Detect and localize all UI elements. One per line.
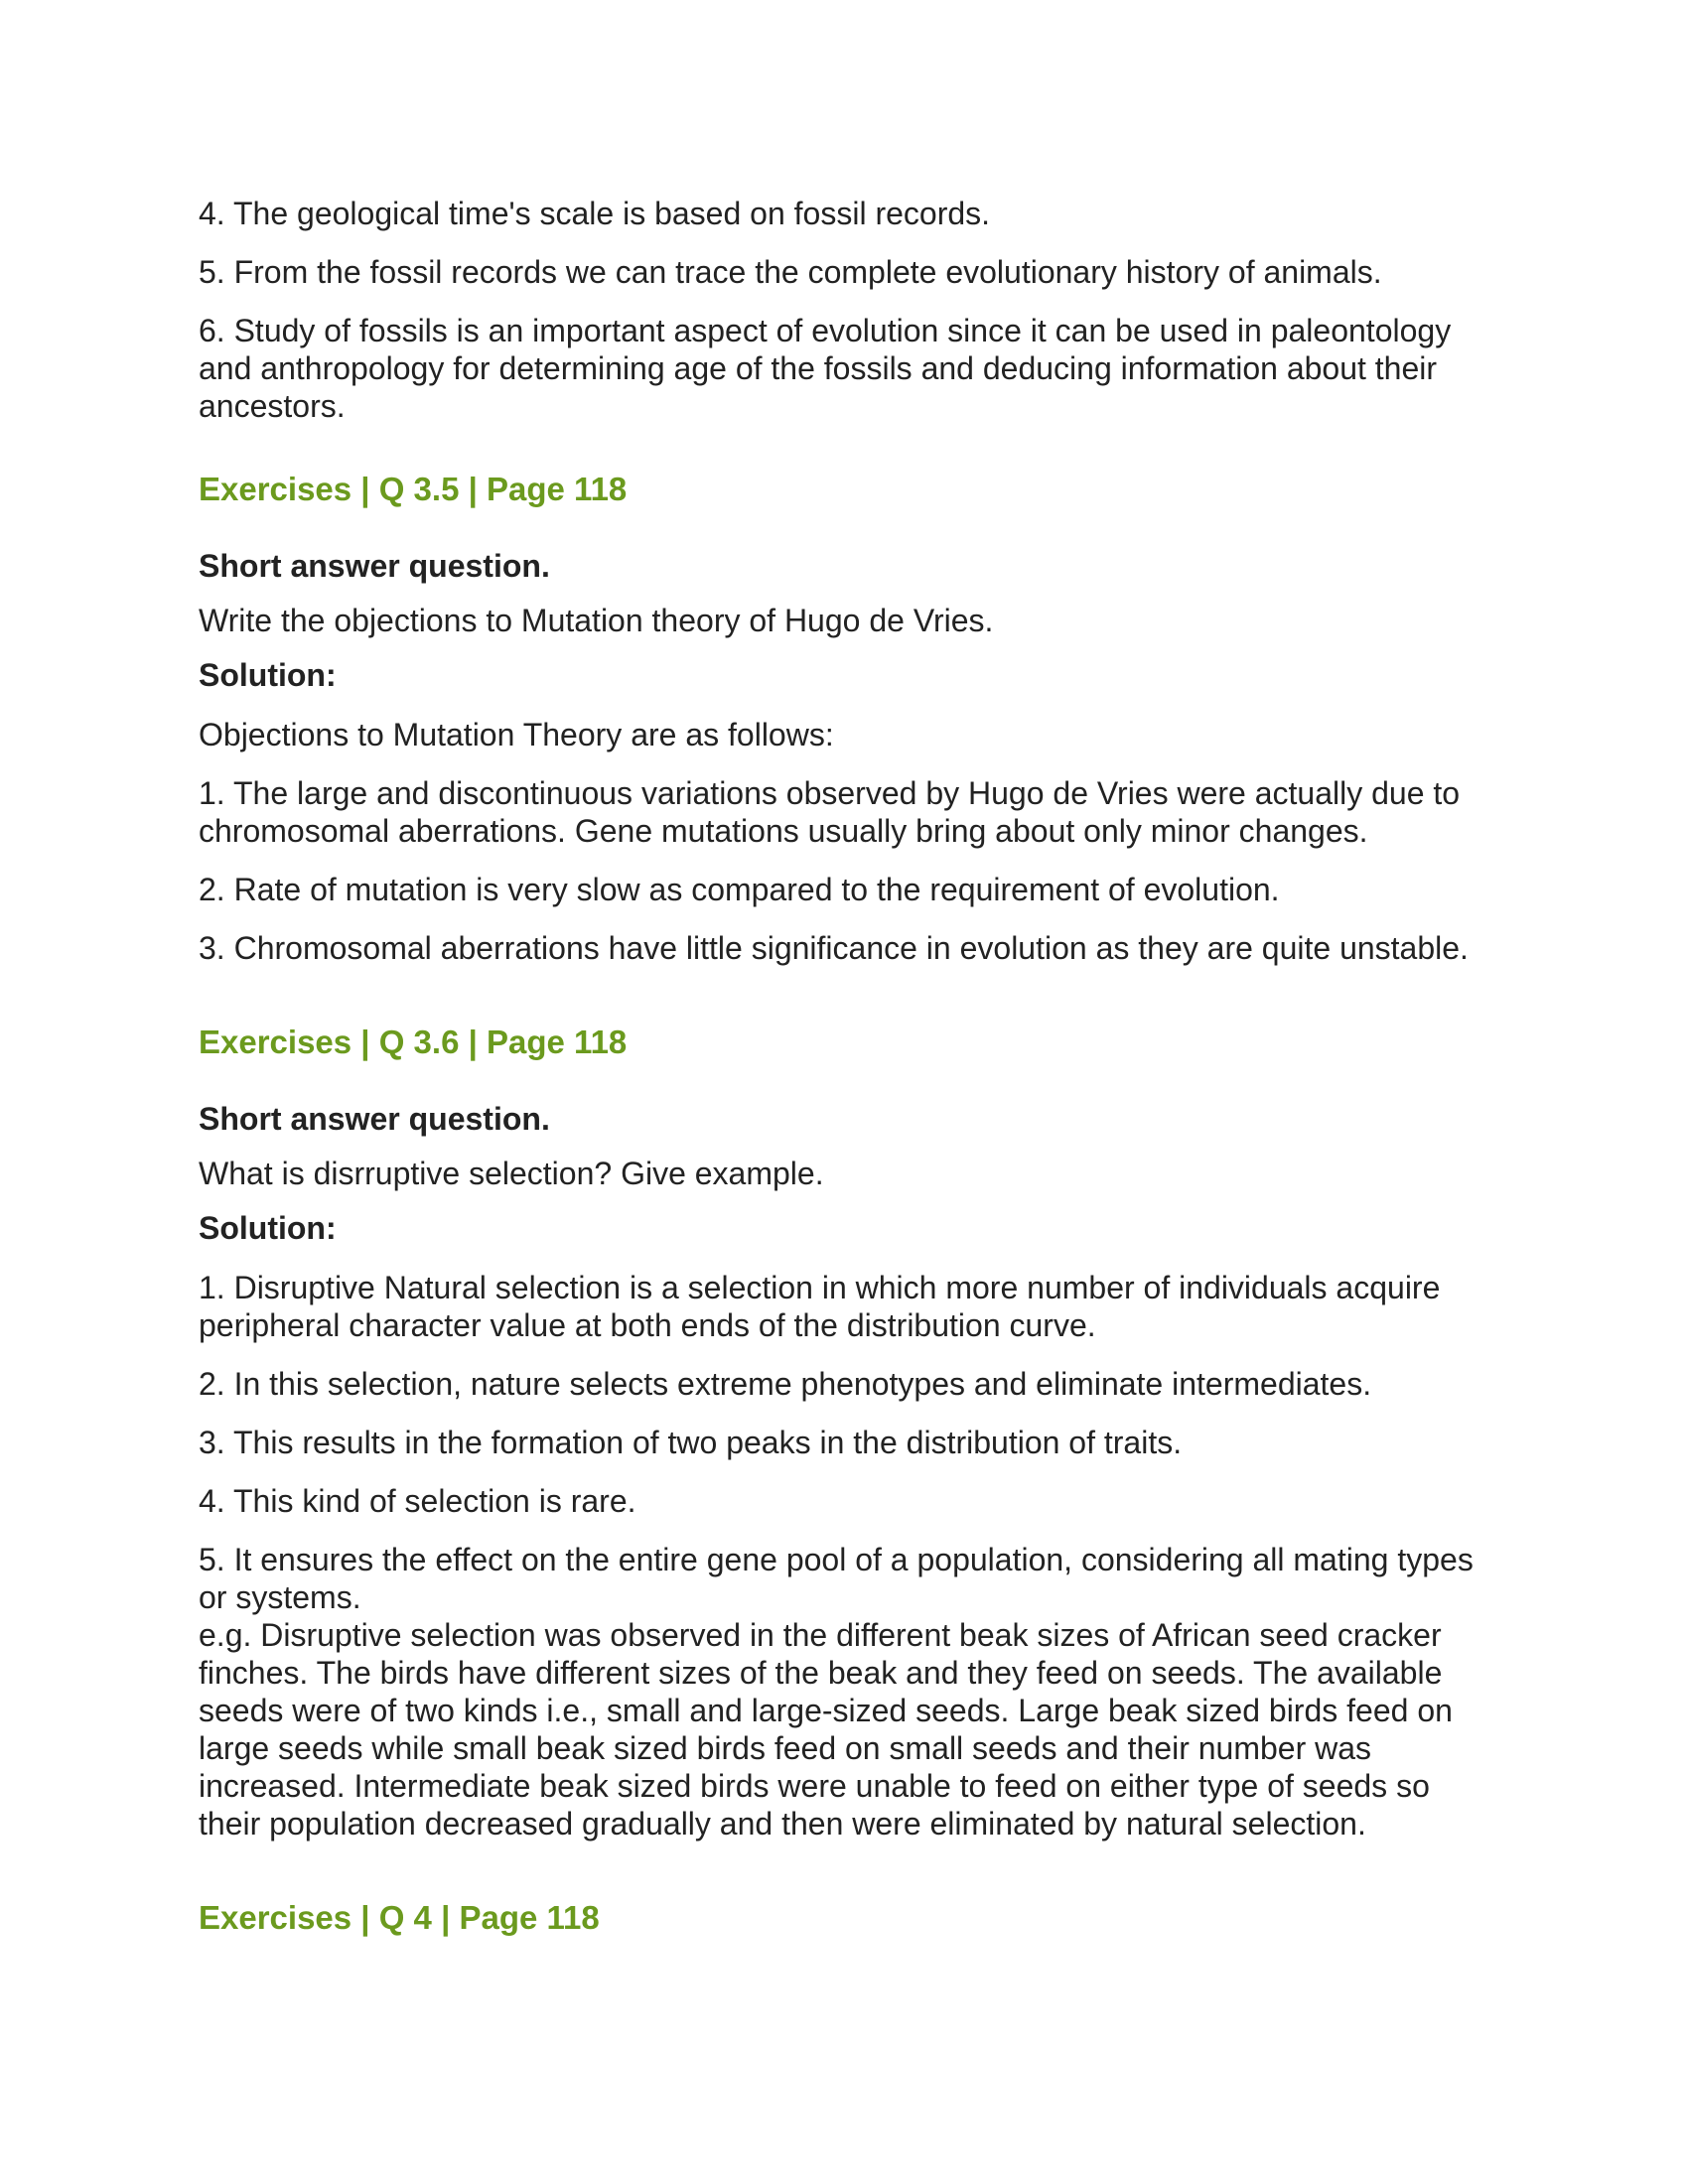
intro-point-5: 5. From the fossil records we can trace the complete evolutionary history of animals. bbox=[199, 254, 1382, 290]
q35-section bbox=[199, 470, 1489, 967]
q36-point-1: 1. Disruptive Natural selection is a selection in which more number of individuals acquire peripheral character value at both ends of the distribution curve. bbox=[199, 1270, 1441, 1343]
q36-solution-label: Solution: bbox=[199, 1210, 337, 1246]
q35-heading: Exercises | Q 3.5 | Page 118 bbox=[199, 471, 628, 507]
q36-point-3: 3. This results in the formation of two peaks in the distribution of traits. bbox=[199, 1425, 1183, 1460]
q35-question-type: Short answer question. bbox=[199, 548, 550, 584]
q36-section bbox=[199, 1023, 1489, 1843]
q36-point-5: 5. It ensures the effect on the entire gene pool of a population, considering all mating types or systems. bbox=[199, 1542, 1474, 1615]
q35-solution-label: Solution: bbox=[199, 657, 337, 693]
document-page bbox=[199, 195, 1489, 1976]
q35-point-3: 3. Chromosomal aberrations have little significance in evolution as they are quite unstable. bbox=[199, 930, 1469, 966]
q35-point-1: 1. The large and discontinuous variations observed by Hugo de Vries were actually due to chromosomal aberrations. Gene mutations usually bring about only minor changes. bbox=[199, 775, 1461, 849]
intro-section bbox=[199, 195, 1489, 425]
q36-heading: Exercises | Q 3.6 | Page 118 bbox=[199, 1024, 628, 1060]
q35-solution-lead: Objections to Mutation Theory are as follows: bbox=[199, 717, 834, 752]
q35-question: Write the objections to Mutation theory of Hugo de Vries. bbox=[199, 603, 994, 638]
q36-example: e.g. Disruptive selection was observed in the different beak sizes of African seed cracker finches. The birds have different sizes of the beak and they feed on seeds. The available seeds were of two kinds i.e., small and large-sized seeds. Large beak sized birds feed on large seeds while small beak sized birds feed on small seeds and their number was increased. Intermediate beak sized birds were unable to feed on either type of seeds so their population decreased gradually and then were eliminated by natural selection. bbox=[199, 1617, 1453, 1842]
intro-point-6: 6. Study of fossils is an important aspect of evolution since it can be used in paleontology and anthropology for determining age of the fossils and deducing information about their ancestors. bbox=[199, 313, 1452, 424]
q36-point-4: 4. This kind of selection is rare. bbox=[199, 1483, 636, 1519]
q36-question: What is disrruptive selection? Give example. bbox=[199, 1156, 824, 1191]
intro-point-4: 4. The geological time's scale is based on fossil records. bbox=[199, 196, 991, 231]
q35-point-2: 2. Rate of mutation is very slow as compared to the requirement of evolution. bbox=[199, 872, 1280, 907]
q4-section bbox=[199, 1898, 1489, 1938]
q4-heading: Exercises | Q 4 | Page 118 bbox=[199, 1899, 600, 1936]
q36-point-2: 2. In this selection, nature selects extreme phenotypes and eliminate intermediates. bbox=[199, 1366, 1372, 1402]
q36-question-type: Short answer question. bbox=[199, 1101, 550, 1137]
